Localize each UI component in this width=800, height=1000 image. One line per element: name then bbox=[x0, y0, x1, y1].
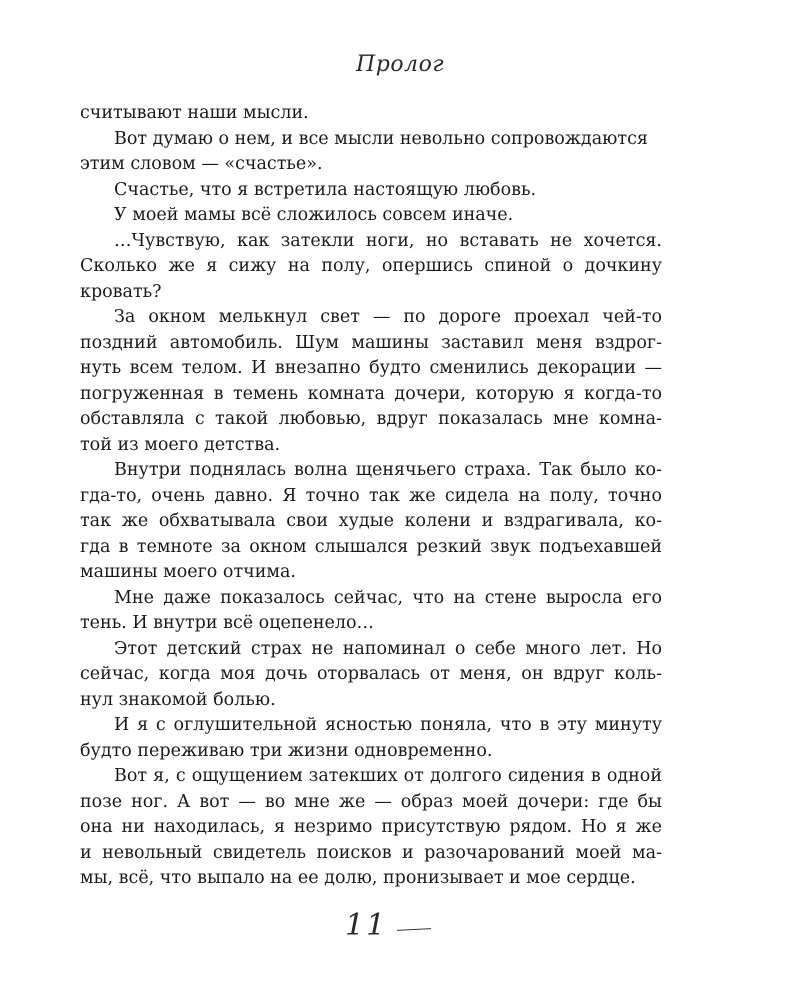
text-line: Счастье, что я встретила настоящую любовь. bbox=[114, 179, 537, 200]
text-line: У моей мамы всё сложилось совсем иначе. bbox=[114, 205, 514, 225]
text-line: Этот детский страх не напоминал о себе много лет. Но bbox=[114, 638, 662, 659]
text-line: обставляла с такой любовью, вдруг показалась мне комна- bbox=[80, 409, 662, 429]
text-line: и невольный свидетель поисков и разочарований моей ма- bbox=[80, 842, 662, 863]
text-line: тень. И внутри всё оцепенело… bbox=[80, 613, 375, 633]
text-line: так же обхватывала свои худые колени и вздрагивала, ко- bbox=[80, 511, 662, 531]
text-line: поздний автомобиль. Шум машины заставил меня вздрог- bbox=[80, 332, 662, 353]
running-head: Пролог bbox=[356, 52, 444, 77]
text-line: позе ног. А вот — во мне же — образ моей дочери: где бы bbox=[80, 791, 662, 812]
text-line: Сколько же я сижу на полу, опершись спиной о дочкину bbox=[80, 256, 662, 276]
text-line: За окном мелькнул свет — по дороге проехал чей-то bbox=[114, 307, 662, 327]
text-line: нуть всем телом. И внезапно будто сменились декорации — bbox=[80, 358, 662, 378]
page-number: 11 bbox=[345, 907, 388, 943]
page-number-footer bbox=[345, 905, 431, 945]
text-line: машины моего отчима. bbox=[80, 562, 296, 582]
text-line: той из моего детства. bbox=[80, 434, 281, 455]
text-line: И я с оглушительной ясностью поняла, что в эту минуту bbox=[114, 715, 662, 735]
text-line: Вот я, с ощущением затекших от долгого сидения в одной bbox=[114, 766, 662, 786]
text-line: гда в темноте за окном слышался резкий звук подъехавшей bbox=[80, 536, 662, 557]
text-line: …Чувствую, как затекли ноги, но вставать не хочется. bbox=[114, 230, 662, 251]
text-line: этим словом — «счастье». bbox=[80, 154, 323, 174]
body-text bbox=[80, 101, 662, 892]
text-line: будто переживаю три жизни одновременно. bbox=[80, 740, 493, 761]
text-line: гда-то, очень давно. Я точно так же сидела на полу, точно bbox=[80, 485, 662, 506]
text-line: сейчас, когда моя дочь оторвалась от меня, он вдруг коль- bbox=[80, 664, 662, 684]
text-line: Вот думаю о нем, и все мысли невольно сопровождаются bbox=[114, 128, 648, 149]
text-line: считывают наши мысли. bbox=[80, 103, 309, 123]
text-line: кровать? bbox=[80, 281, 162, 302]
text-line: Мне даже показалось сейчас, что на стене выросла его bbox=[114, 587, 662, 608]
text-line: она ни находилась, я незримо присутствую рядом. Но я же bbox=[80, 817, 662, 837]
text-line: Внутри поднялась волна щенячьего страха. Так было ко- bbox=[114, 460, 662, 480]
text-line: мы, всё, что выпало на ее долю, пронизывает и мое сердце. bbox=[80, 868, 636, 888]
text-line: нул знакомой болью. bbox=[80, 689, 276, 710]
page-number-dash bbox=[397, 928, 431, 931]
text-line: погруженная в темень комната дочери, которую я когда-то bbox=[80, 383, 662, 404]
